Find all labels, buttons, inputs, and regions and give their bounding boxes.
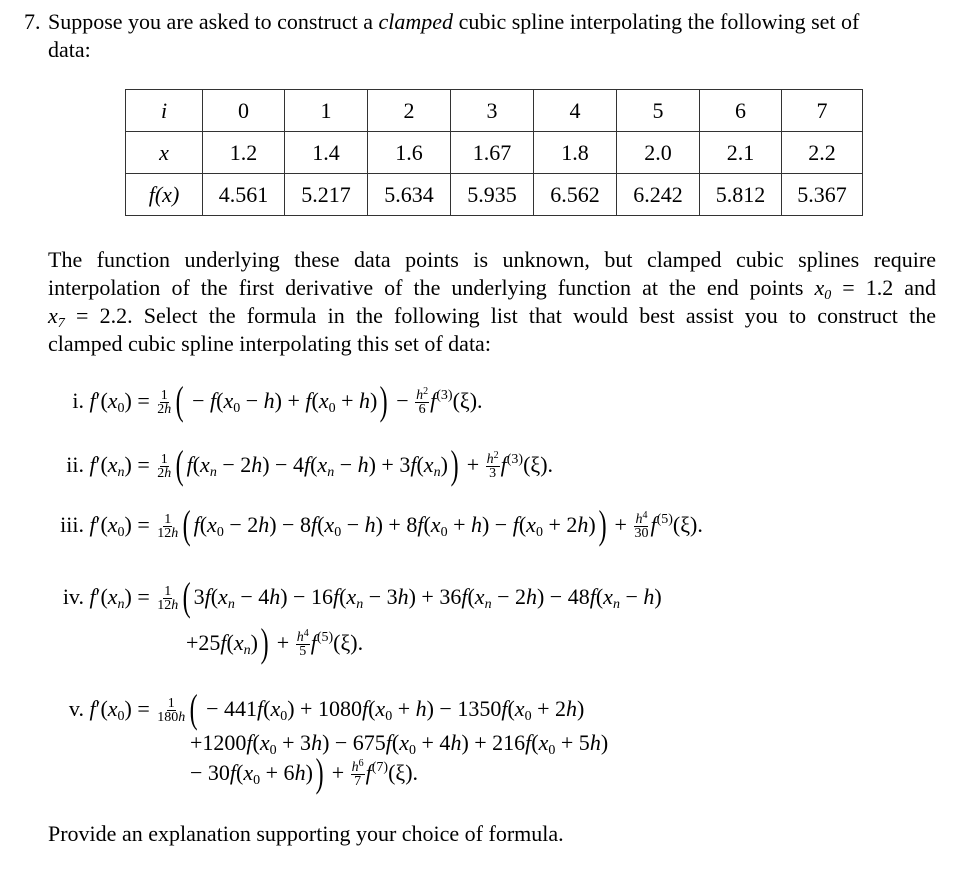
cell: 1.67 xyxy=(451,132,534,174)
cell: 2.0 xyxy=(617,132,700,174)
option-label: ii. xyxy=(66,452,84,477)
problem-number: 7. xyxy=(24,9,41,34)
x0-symbol: $x_0$ xyxy=(814,275,832,303)
option-label: i. xyxy=(72,388,84,413)
cell: 6 xyxy=(700,90,782,132)
cell: 2.1 xyxy=(700,132,782,174)
option-v-line2: $+1200f(x_0 + 3h) - 675f(x_0 + 4h) + 216f(x_0 + 5h)$ xyxy=(190,730,609,758)
formula: $f'(x_n)$ = $\frac{1}{2h}$ ( $f(x_n - 2h) - 4f(x_n - h) + 3f(x_n)$) + $\frac{h^2}{3}$ $f^{(3)}(\xi)$. xyxy=(89,442,554,487)
cell: 3 xyxy=(451,90,534,132)
intro-text-cont: cubic spline interpolating the following set of xyxy=(453,9,860,34)
option-label: v. xyxy=(68,696,84,721)
option-v xyxy=(56,686,585,731)
row-header-fx: f(x) xyxy=(126,174,203,216)
paragraph-line1: The function underlying these data points is unknown, but clamped cubic splines require xyxy=(48,247,936,272)
option-iv-line2: $+25f(x_n)$) + $\frac{h^4}{5}$ $f^{(5)}(\xi)$. xyxy=(186,620,364,665)
table-row-x xyxy=(126,132,863,174)
cell: 5 xyxy=(617,90,700,132)
cell: 1.2 xyxy=(203,132,285,174)
x7-symbol: $x_7$ xyxy=(48,303,65,331)
intro-text: Suppose you are asked to construct a xyxy=(48,9,379,34)
cell: 6.242 xyxy=(617,174,700,216)
cell: 2 xyxy=(368,90,451,132)
cell: 1.4 xyxy=(285,132,368,174)
para-text: = 2.2. Select the formula in the following list that would best assist you to construct the xyxy=(75,303,936,328)
cell: 7 xyxy=(782,90,863,132)
cell: 1.6 xyxy=(368,132,451,174)
cell: 4.561 xyxy=(203,174,285,216)
intro-emphasis: clamped xyxy=(378,9,454,34)
formula-line1: $f'(x_n)$ = $\frac{1}{12h}$ ( $3f(x_n - 4h) - 16f(x_n - 3h) + 36f(x_n - 2h) - 48f(x_n - h)$ xyxy=(89,574,662,619)
formula: $f'(x_0)$ = $\frac{1}{2h}$ ( − $f(x_0 - h) + f(x_0 + h)$) − $\frac{h^2}{6}$ $f^{(3)}(\xi)$. xyxy=(89,378,483,423)
closing-instruction: Provide an explanation supporting your choice of formula. xyxy=(48,821,564,846)
cell: 2.2 xyxy=(782,132,863,174)
para-text: interpolation of the first derivative of the underlying function at the end points xyxy=(48,275,815,300)
cell: 5.367 xyxy=(782,174,863,216)
option-i xyxy=(56,378,483,423)
option-label: iii. xyxy=(60,512,84,537)
para-text: = 1.2 and xyxy=(842,275,937,300)
paragraph-line2 xyxy=(48,274,936,302)
option-iii xyxy=(48,502,703,547)
formula: $f'(x_0)$ = $\frac{1}{12h}$ ( $f(x_0 - 2h) - 8f(x_0 - h) + 8f(x_0 + h) - f(x_0 + 2h)$) + $\frac{h^4}{30}$ $f^{(5)}(\xi)$. xyxy=(89,502,703,547)
formula-line1: $f'(x_0)$ = $\frac{1}{180h}$ ( − $441f(x_0) + 1080f(x_0 + h) - 1350f(x_0 + 2h)$ xyxy=(89,686,585,731)
paragraph-line3 xyxy=(48,302,936,330)
option-v-line3: − $30f(x_0 + 6h)$) + $\frac{h^6}{7}$ $f^{(7)}(\xi)$. xyxy=(190,750,419,795)
cell: 1.8 xyxy=(534,132,617,174)
table-row-fx xyxy=(126,174,863,216)
option-ii xyxy=(56,442,554,487)
cell: 1 xyxy=(285,90,368,132)
cell: 4 xyxy=(534,90,617,132)
cell: 5.634 xyxy=(368,174,451,216)
problem-intro-line2: data: xyxy=(48,37,91,62)
cell: 5.935 xyxy=(451,174,534,216)
cell: 5.217 xyxy=(285,174,368,216)
row-header-x: x xyxy=(126,132,203,174)
paragraph-line4: clamped cubic spline interpolating this set of data: xyxy=(48,331,491,356)
data-table xyxy=(125,89,863,216)
cell: 5.812 xyxy=(700,174,782,216)
cell: 0 xyxy=(203,90,285,132)
problem-intro-line1 xyxy=(48,8,859,36)
option-iv xyxy=(52,574,662,619)
row-header-i: i xyxy=(126,90,203,132)
option-label: iv. xyxy=(62,584,84,609)
cell: 6.562 xyxy=(534,174,617,216)
table-row-i xyxy=(126,90,863,132)
